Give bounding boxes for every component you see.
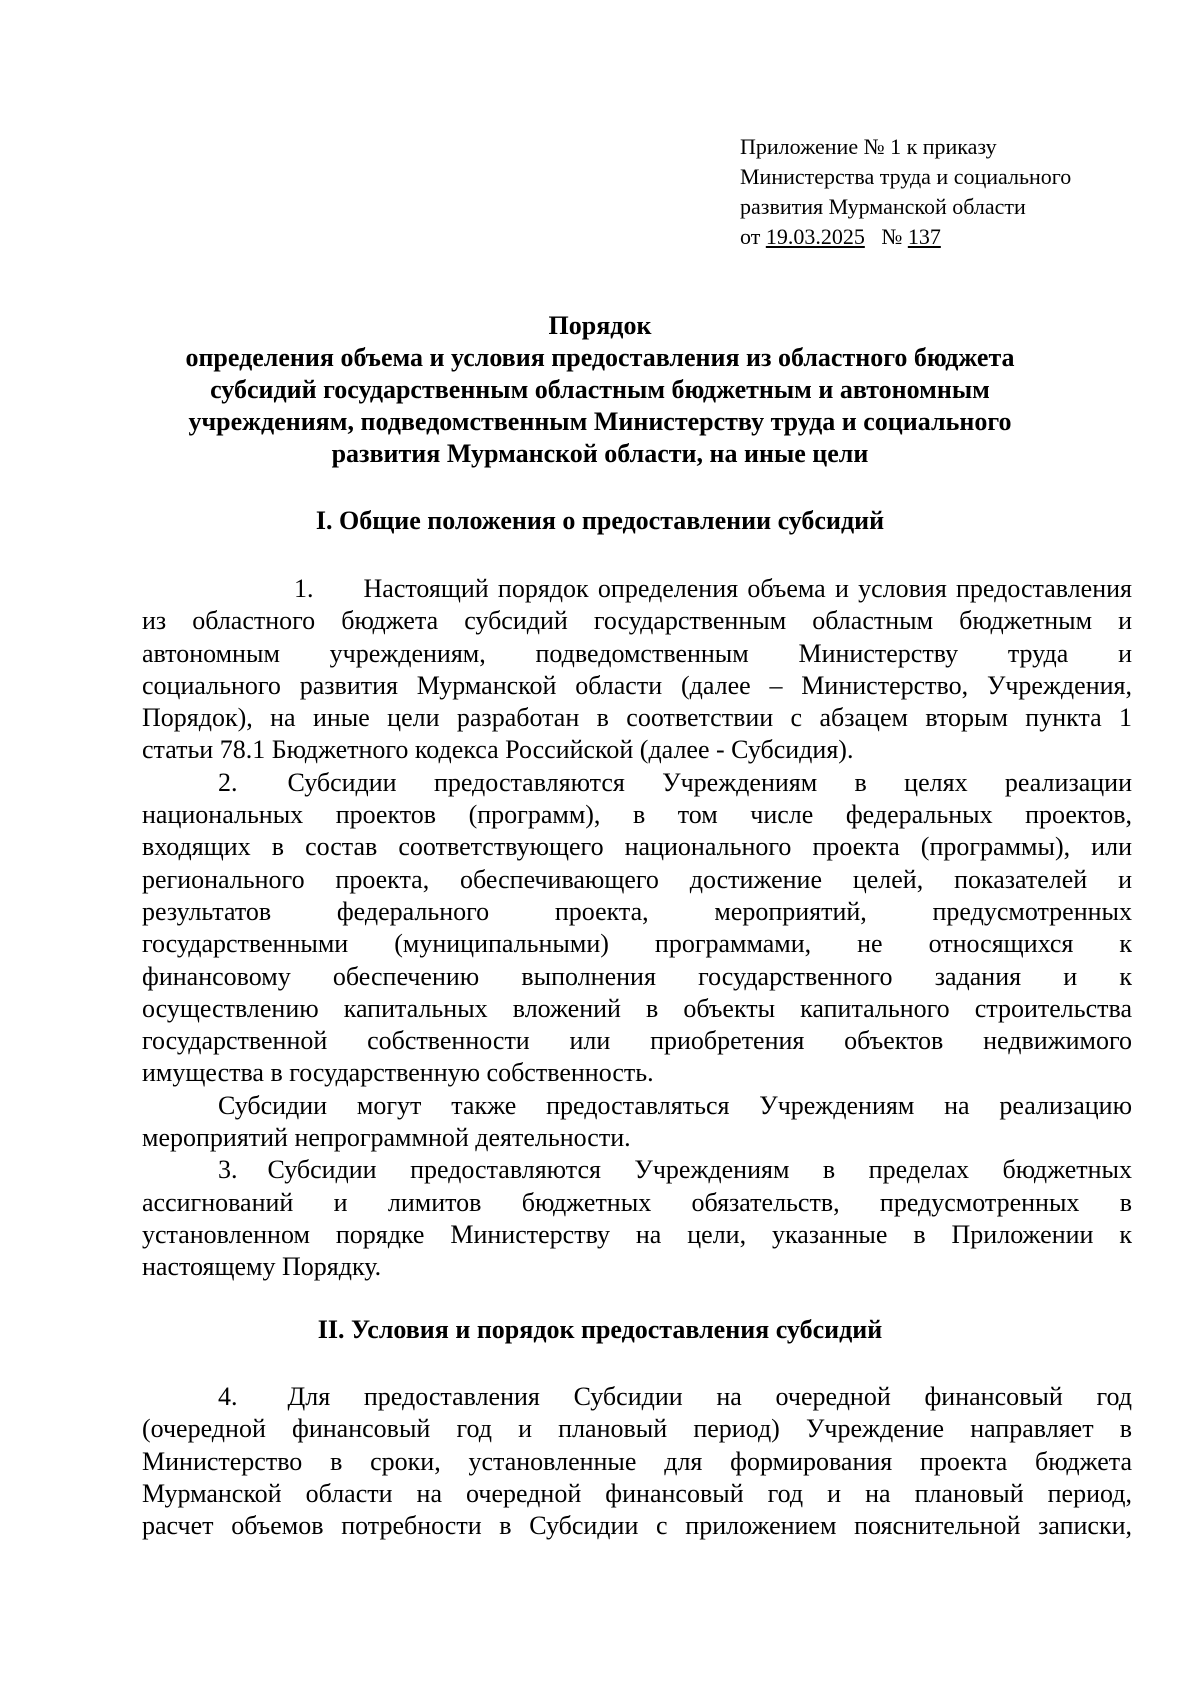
section-1-heading: I. Общие положения о предоставлении субсидий (315, 506, 885, 535)
section-1-body (142, 573, 1132, 1284)
paragraph-2-line: национальных проектов (программ), в том числе федеральных проектов, (142, 800, 1132, 830)
paragraph-2-line: 2. Субсидии предоставляются Учреждениям в целях реализации (142, 767, 1132, 799)
section-2-heading: II. Условия и порядок предоставления субсидий (317, 1315, 883, 1344)
section-2-body (142, 1381, 1132, 1542)
paragraph-4-line: (очередной финансовый год и плановый период) Учреждение направляет в (142, 1414, 1132, 1444)
order-date: 19.03.2025 (765, 224, 865, 249)
paragraph-4-line: Мурманской области на очередной финансовый год и на плановый период, (142, 1478, 1132, 1508)
paragraph-2-line: входящих в состав соответствующего национального проекта (программы), или (142, 832, 1132, 862)
title-line-4: учреждениям, подведомственным Министерству труда и социального (188, 407, 1012, 436)
date-prefix: от (740, 224, 761, 249)
paragraph-4-line: Министерство в сроки, установленные для формирования проекта бюджета (142, 1446, 1132, 1476)
paragraph-4-line: 4. Для предоставления Субсидии на очередной финансовый год (142, 1381, 1132, 1413)
paragraph-number: 3. (218, 1155, 238, 1185)
paragraph-1-line: 1. Настоящий порядок определения объема и условия предоставления (142, 573, 1132, 605)
paragraph-3-line: 3. Субсидии предоставляются Учреждениям в пределах бюджетных (142, 1154, 1132, 1186)
paragraph-1-line: статьи 78.1 Бюджетного кодекса Российской (далее - Субсидия). (142, 735, 854, 765)
paragraph-2-line: государственной собственности или приобретения объектов недвижимого (142, 1026, 1132, 1056)
number-prefix: № (881, 224, 903, 249)
paragraph-2-line: регионального проекта, обеспечивающего достижение целей, показателей и (142, 864, 1132, 894)
appendix-line-3: развития Мурманской области (740, 194, 1026, 219)
appendix-header (740, 132, 1160, 252)
paragraph-2b-line: Субсидии могут также предоставляться Учреждениям на реализацию (218, 1090, 1132, 1120)
paragraph-2-line: государственными (муниципальными) программами, не относящихся к (142, 929, 1132, 959)
paragraph-2-line: осуществлению капитальных вложений в объекты капитального строительства (142, 993, 1132, 1023)
paragraph-4-line: расчет объемов потребности в Субсидии с приложением пояснительной записки, (142, 1511, 1132, 1541)
title-line-1: Порядок (548, 311, 652, 340)
title-line-2: определения объема и условия предоставления из областного бюджета (185, 343, 1015, 372)
paragraph-3-line: настоящему Порядку. (142, 1252, 382, 1282)
paragraph-2-line: результатов федерального проекта, мероприятий, предусмотренных (142, 896, 1132, 926)
paragraph-1-line: Порядок), на иные цели разработан в соответствии с абзацем вторым пункта 1 (142, 703, 1132, 733)
title-line-3: субсидий государственным областным бюджетным и автономным (210, 375, 990, 404)
document-title (140, 310, 1060, 470)
paragraph-1-line: автономным учреждениям, подведомственным Министерству труда и (142, 638, 1132, 668)
paragraph-2b-line: мероприятий непрограммной деятельности. (142, 1123, 631, 1153)
paragraph-1-line: из областного бюджета субсидий государственным областным бюджетным и (142, 606, 1132, 636)
paragraph-3-line: установленном порядке Министерству на цели, указанные в Приложении к (142, 1219, 1132, 1249)
appendix-line-2: Министерства труда и социального (740, 164, 1072, 189)
appendix-line-1: Приложение № 1 к приказу (740, 134, 997, 159)
paragraph-number: 2. (218, 767, 238, 797)
paragraph-number: 1. (294, 574, 314, 603)
paragraph-2-line: финансовому обеспечению выполнения государственного задания и к (142, 961, 1132, 991)
title-line-5: развития Мурманской области, на иные цели (331, 439, 869, 468)
paragraph-1-line: социального развития Мурманской области (далее – Министерство, Учреждения, (142, 670, 1132, 700)
appendix-date-line (740, 222, 1160, 252)
order-number: 137 (907, 224, 941, 249)
paragraph-2-line: имущества в государственную собственность. (142, 1058, 654, 1088)
paragraph-3-line: ассигнований и лимитов бюджетных обязательств, предусмотренных в (142, 1187, 1132, 1217)
paragraph-number: 4. (218, 1382, 238, 1411)
